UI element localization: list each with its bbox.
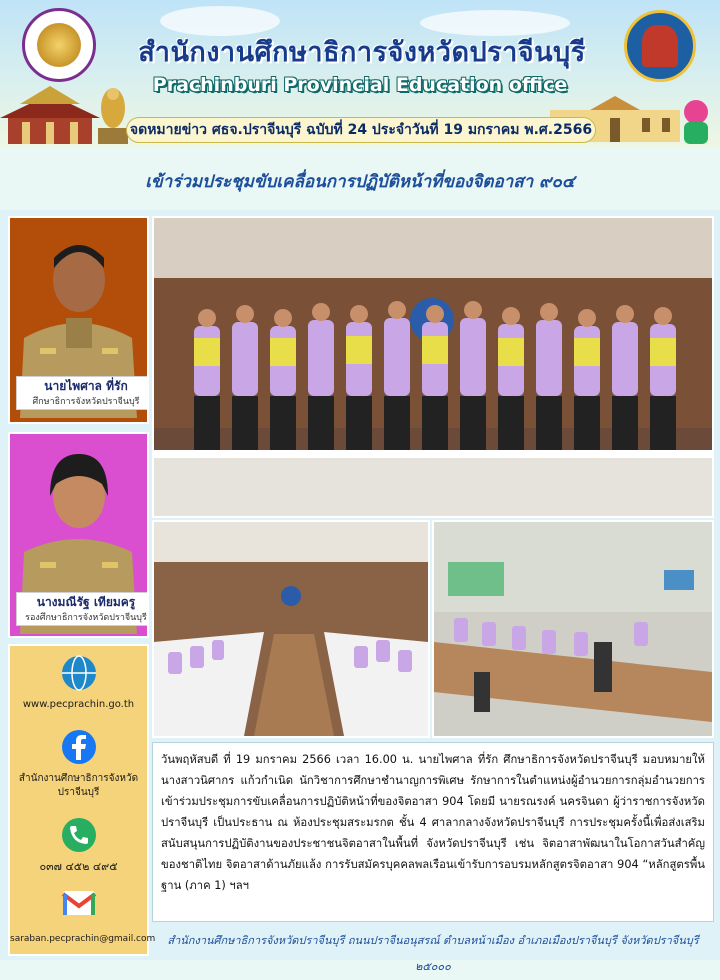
email-address[interactable]: saraban.pecprachin@gmail.com	[10, 934, 156, 944]
director-name: นายไพศาล ที่รัก	[44, 379, 128, 393]
website-link[interactable]: www.pecprachin.go.th	[22, 699, 135, 710]
facebook-icon	[60, 728, 98, 766]
header-banner	[0, 0, 720, 148]
director-role: ศึกษาธิการจังหวัดปราจีนบุรี	[32, 397, 140, 407]
meeting-room-photo-left	[152, 520, 430, 738]
article-body-text: วันพฤหัสบดี ที่ 19 มกราคม 2566 เวลา 16.00 น. นายไพศาล ที่รัก ศึกษาธิการจังหวัดปราจีนบุรี มอบหมายให้ นางสาวนิศากร แก้วกำเนิด นักวิชาการศึกษาชำนาญการพิเศษ รักษาการในตำแหน่งผู้อำนวยการกลุ่มอำนวยการเข้าร่วมประชุมการขับเคลื่อนการปฏิบัติหน้าที่ของจิตอาสา 904 โดยมี นายรณรงค์ นครจินดา ผู้ว่าราชการจังหวัดปราจีนบุรี เป็นประธาน ณ ห้องประชุมสระมรกต ชั้น 4 ศาลากลางจังหวัดปราจีนบุรี การประชุมครั้งนี้เพื่อส่งเสริมสนับสนุนการปฏิบัติงานของประชาชนจิตอาสาในพื้นที่ จังหวัดปราจีนบุรี เช่น จิตอาสาพัฒนาในโอกาสวันสำคัญของชาติไทย จิตอาสาด้านภัยแล้ง การรับสมัครบุคคลพลเรือนเข้ารับการอบรมหลักสูตรจิตอาสา 904 “หลักสูตรพื้นฐาน (ภาค 1) ฯลฯ	[152, 742, 714, 922]
person-card-deputy	[8, 432, 149, 638]
phone-number[interactable]: ๐๓๗ ๔๕๒ ๔๙๕	[39, 860, 118, 873]
office-emblem-logo	[22, 8, 96, 82]
deputy-role: รองศึกษาธิการจังหวัดปราจีนบุรี	[25, 613, 147, 623]
facebook-page-name[interactable]: สำนักงานศึกษาธิการจังหวัด ปราจีนบุรี	[18, 773, 139, 798]
phone-icon	[60, 816, 98, 854]
gmail-icon	[60, 888, 98, 918]
province-seal-logo	[624, 10, 696, 82]
contact-panel	[8, 644, 156, 956]
office-title-english: Prachinburi Provincial Education office	[152, 74, 568, 96]
mascot-illustration	[676, 96, 716, 144]
meeting-room-photo-right	[432, 520, 714, 738]
person-card-director	[8, 216, 149, 424]
director-name-box	[16, 376, 149, 410]
web-globe-icon	[60, 654, 98, 692]
newsletter-issue-bar: จดหมายข่าว ศธจ.ปราจีนบุรี ฉบับที่ 24 ประจำวันที่ 19 มกราคม พ.ศ.2566	[126, 117, 596, 143]
office-address-footer: สำนักงานศึกษาธิการจังหวัดปราจีนบุรี ถนนปราจีนอนุสรณ์ ตำบลหน้าเมือง อำเภอเมืองปราจีนบุรี จังหวัดปราจีนบุรี ๒๕๐๐๐	[167, 934, 699, 973]
group-photo-main	[152, 216, 714, 518]
deputy-name: นางมณีรัฐ เทียมครู	[36, 595, 136, 609]
article-headline: เข้าร่วมประชุมขับเคลื่อนการปฏิบัติหน้าที่ของจิตอาสา ๙๐๔	[145, 172, 575, 192]
temple-illustration	[0, 86, 100, 144]
office-title-thai: สำนักงานศึกษาธิการจังหวัดปราจีนบุรี	[138, 37, 586, 68]
deputy-name-box	[16, 592, 149, 626]
